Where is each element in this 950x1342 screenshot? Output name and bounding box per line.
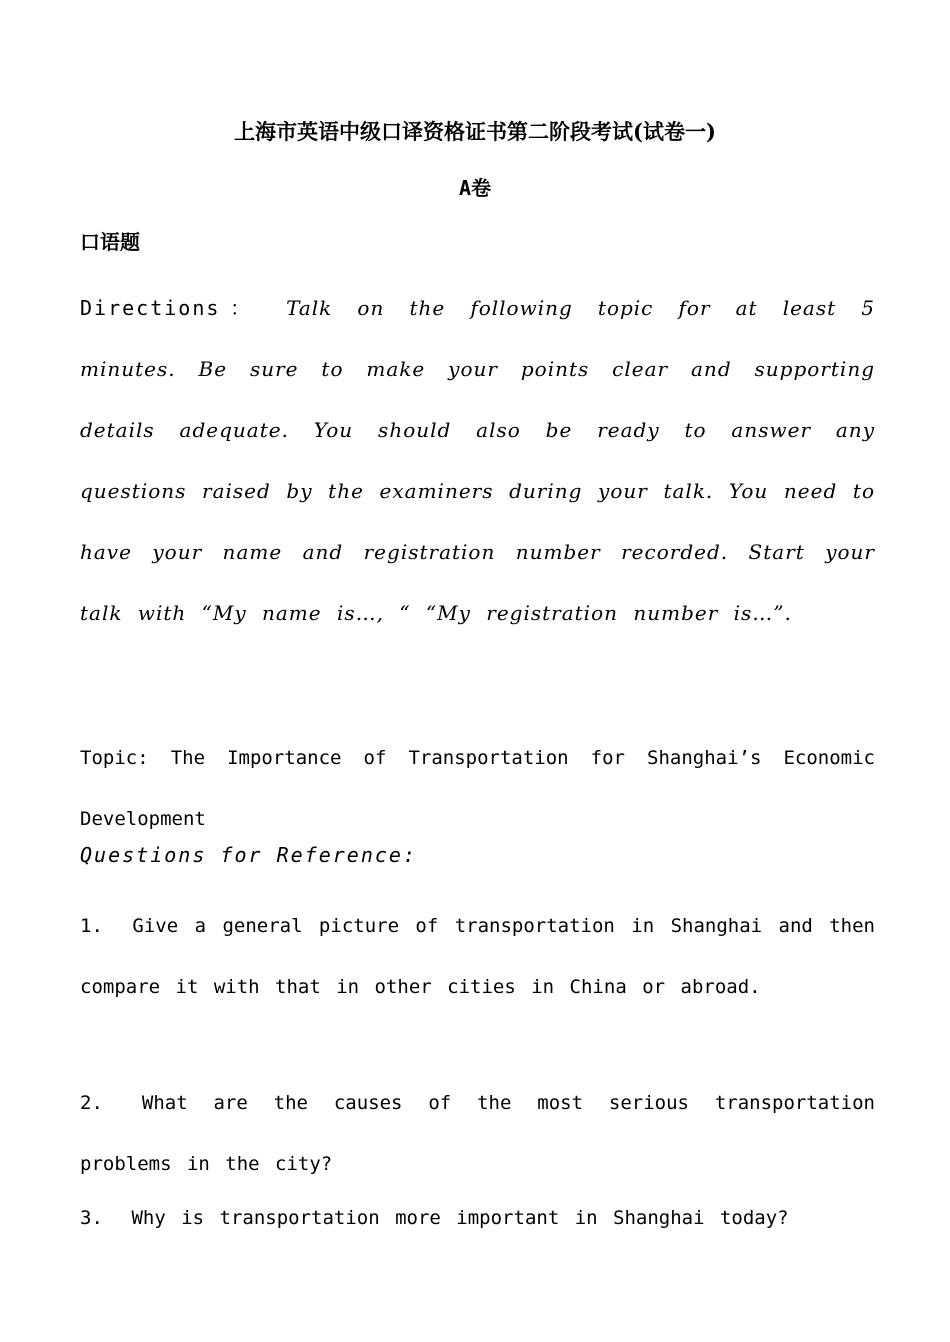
topic-text: The Importance of Transportation for Shanghai’s Economic Development	[80, 747, 875, 830]
section-heading: 口语题	[80, 230, 140, 254]
directions-text: Talk on the following topic for at least 5 minutes. Be sure to make your points clear and supporting details adequate. You should also be ready to answer any questions raised by the examiners during your talk. You need to have your name and registration number recorded. Start your talk with “My name is…, “ “My registration number is…”.	[80, 296, 875, 625]
question-text: Why is transportation more important in Shanghai today?	[131, 1207, 789, 1229]
document-title: 上海市英语中级口译资格证书第二阶段考试(试卷一)	[234, 119, 716, 144]
questions-heading: Questions for Reference:	[80, 843, 417, 867]
directions-label: Directions：	[80, 296, 262, 320]
question-text: Give a general picture of transportation in Shanghai and then compare it with that in other cities in China or abroad.	[80, 915, 875, 998]
question-item	[80, 896, 875, 1018]
question-number: 2.	[80, 1092, 103, 1114]
directions-paragraph	[80, 278, 875, 644]
question-text: What are the causes of the most serious transportation problems in the city?	[80, 1092, 875, 1175]
question-number: 1.	[80, 915, 103, 937]
topic-label: Topic:	[80, 747, 149, 769]
question-item	[80, 1073, 875, 1195]
paper-version-label: A卷	[458, 176, 492, 200]
topic-paragraph	[80, 728, 875, 850]
question-item	[80, 1188, 875, 1249]
question-number: 3.	[80, 1207, 103, 1229]
